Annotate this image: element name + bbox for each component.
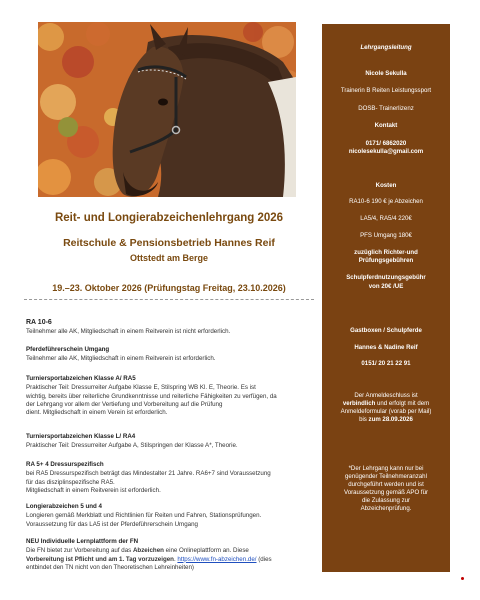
section-title: NEU Individuelle Lernplattform der FN	[26, 538, 139, 545]
section-line: wichtig, bereits über reiterliche Grundkenntnisse und reiterliche Fähigkeiten zu verfügen, da	[26, 392, 277, 400]
location: Ottstedt am Berge	[129, 253, 209, 263]
fees-note: Prüfungsgebühren	[358, 257, 414, 264]
section-title: Turniersportabzeichen Klasse L/ RA4	[26, 433, 136, 440]
boxes-names: Hannes & Nadine Reif	[354, 344, 418, 351]
school-name: Reitschule & Pensionsbetrieb Hannes Reif	[63, 237, 275, 249]
section-text: Teilnehmer alle AK, Mitgliedschaft in einem Reitverein ist erforderlich.	[26, 355, 216, 363]
section-line: entbindet den TN nicht von den Theoretischen Lehreinheiten)	[26, 564, 194, 572]
section-line: bei RA5 Dressurspezifisch beträgt das Mindestalter 21 Jahre. RA6+7 sind Voraussetzung	[26, 470, 271, 478]
divider	[24, 299, 314, 300]
boxes-label: Gastboxen / Schulpferde	[350, 327, 422, 334]
note-line: Abzeichenprüfung.	[360, 505, 412, 512]
section-pfs	[26, 346, 316, 364]
section-line: Vorbereitung ist Pflicht und am 1. Tag vorzuzeigen. https://www.fn-abzeichen.de/ (dies	[26, 555, 272, 563]
section-title: RA 10-6	[26, 319, 52, 326]
section-title: Turniersportabzeichen Klasse A/ RA5	[26, 375, 136, 382]
info-sidebar	[322, 24, 450, 572]
leader-license: DOSB- Trainerlizenz	[358, 105, 414, 112]
course-title: Reit- und Longierabzeichenlehrgang 2026	[54, 212, 284, 224]
section-turnier-a	[26, 375, 316, 418]
section-line: Mitgliedschaft in einem Reitverein ist erforderlich.	[26, 487, 161, 495]
section-turnier-l	[26, 433, 316, 451]
leader-role: Trainerin B Reiten Leistungssport	[340, 87, 432, 94]
cost-item: RA10-6 190 € je Abzeichen	[349, 198, 423, 205]
deadline-line: verbindlich und erfolgt mit dem	[342, 400, 430, 407]
section-line: Longieren gemäß Merkblatt und Richtlinien für Reiten und Fahren, Stationsprüfungen.	[26, 512, 262, 520]
section-line: der Lehrgang vor allem der Vertiefung und Vorbereitung auf die Prüfung	[26, 401, 223, 409]
section-line: Die FN bietet zur Vorbereitung auf das Abzeichen eine Onlineplattform an. Diese	[26, 547, 249, 555]
note-line: *Der Lehrgang kann nur bei	[348, 465, 424, 472]
deadline-line: Anmeldeformular (vorab per Mail)	[340, 408, 432, 415]
fn-link[interactable]: https://www.fn-abzeichen.de/	[177, 555, 257, 563]
section-title: RA 5+ 4 Dressurspezifisch	[26, 461, 104, 468]
deadline-line: Der Anmeldeschluss ist	[354, 392, 418, 399]
note-line: die Zulassung zur	[361, 497, 411, 504]
note-line: durchgeführt werden und ist	[348, 481, 424, 488]
section-text: Teilnehmer alle AK, Mitgliedschaft in einem Reitverein ist nicht erforderlich.	[26, 328, 231, 336]
section-text: Praktischer Teil: Dressurreiter Aufgabe A, Stilspringen der Klasse A*, Theorie.	[26, 442, 238, 450]
horse-fee: von 20€ /UE	[368, 283, 404, 290]
leader-name: Nicole Sekulla	[365, 70, 407, 77]
note-line: Voraussetzung gemäß APO für	[343, 489, 428, 496]
contact-label: Kontakt	[374, 122, 398, 129]
horse-photo	[38, 22, 296, 197]
section-title: Longierabzeichen 5 und 4	[26, 503, 102, 510]
course-dates: 19.–23. Oktober 2026 (Prüfungstag Freitag, 23.10.2026)	[52, 283, 286, 293]
horse-fee: Schulpferdnutzungsgebühr	[346, 274, 426, 281]
deadline-line: bis zum 28.09.2026	[359, 416, 413, 423]
fees-note: zuzüglich Richter-und	[354, 249, 418, 256]
contact-phone: 0171/ 6862020	[365, 140, 407, 147]
note-line: genügender Teilnehmeranzahl	[345, 473, 427, 480]
section-title: Pferdeführerschein Umgang	[26, 346, 110, 353]
cost-item: LA5/4, RA5/4 220€	[360, 215, 412, 222]
section-fn-platform	[26, 538, 316, 572]
section-ra-10-6	[26, 318, 316, 337]
section-line: für das disziplinspezifische RA5.	[26, 478, 115, 486]
section-ra-5-4	[26, 461, 316, 495]
section-line: Praktischer Teil: Dressurreiter Aufgabe Klasse E, Stilspring WB Kl. E, Theorie. Es ist	[26, 384, 256, 392]
section-line: Voraussetzung für das LA5 ist der Pferdeführerschein Umgang	[26, 520, 198, 528]
boxes-phone: 0151/ 20 21 22 91	[361, 360, 411, 367]
leadership-heading: Lehrgangsleitung	[360, 44, 412, 51]
cost-item: PFS Umgang 180€	[360, 232, 412, 239]
costs-label: Kosten	[375, 182, 397, 189]
section-longier	[26, 503, 316, 529]
contact-email[interactable]: nicolesekulla@gmail.com	[348, 148, 424, 155]
section-line: dient. Mitgliedschaft in einem Verein ist erforderlich.	[26, 409, 168, 417]
page-mark	[461, 577, 464, 580]
